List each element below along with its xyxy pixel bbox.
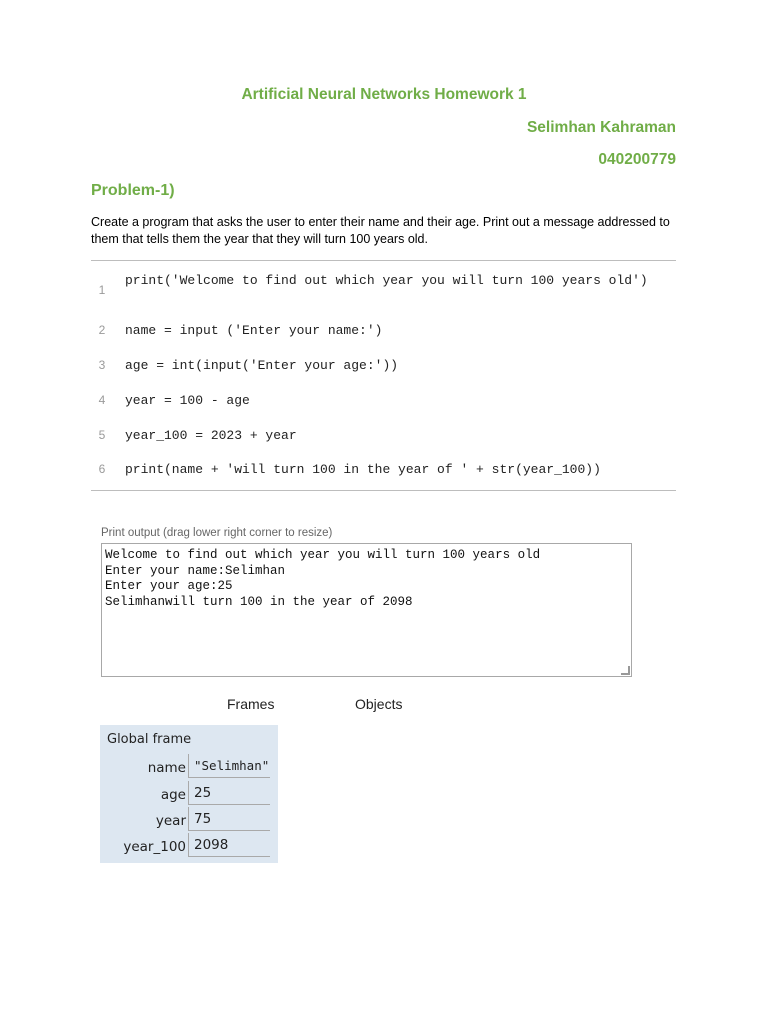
variable-value: "Selimhan": [188, 754, 270, 778]
variable-value: 75: [188, 807, 270, 831]
line-number: 1: [98, 283, 106, 297]
line-number: 2: [98, 323, 106, 337]
variable-row: [100, 807, 278, 833]
print-output-box[interactable]: [101, 543, 632, 677]
variable-name: year: [155, 813, 186, 829]
code-text: print(name + 'will turn 100 in the year of ' + str(year_100)): [125, 462, 601, 477]
code-text: year_100 = 2023 + year: [125, 428, 297, 443]
variable-row: [100, 754, 278, 780]
print-output-label: Print output (drag lower right corner to resize): [101, 527, 333, 539]
code-text: name = input ('Enter your name:'): [125, 323, 383, 338]
objects-header: Objects: [355, 696, 403, 712]
problem-heading: Problem-1): [91, 182, 175, 199]
line-number: 4: [98, 393, 106, 407]
resize-handle-icon[interactable]: [621, 666, 630, 675]
frames-header: Frames: [227, 696, 275, 712]
problem-description: Create a program that asks the user to enter their name and their age. Print out a message addressed to them that tells them the year that they will turn 100 years old.: [91, 215, 670, 246]
frame-title: Global frame: [107, 732, 192, 747]
line-number: 5: [98, 428, 106, 442]
variable-row: [100, 781, 278, 807]
variable-name: age: [160, 787, 186, 803]
student-number: 040200779: [598, 151, 676, 168]
code-text: year = 100 - age: [125, 393, 250, 408]
code-text: age = int(input('Enter your age:')): [125, 358, 399, 373]
code-text: print('Welcome to find out which year you will turn 100 years old'): [125, 273, 648, 288]
variable-name: year_100: [123, 839, 186, 855]
author-name: Selimhan Kahraman: [526, 119, 676, 136]
line-number: 3: [98, 358, 106, 372]
print-output-text: Welcome to find out which year you will turn 100 years old Enter your name:Selimhan Enter your age:25 Selimhanwill turn 100 in the year of 2098: [105, 548, 541, 609]
document-title: Artificial Neural Networks Homework 1: [241, 86, 527, 103]
variable-row: [100, 833, 278, 859]
variable-name: name: [147, 760, 186, 776]
variable-value: 2098: [188, 833, 270, 857]
global-frame: [100, 725, 278, 863]
line-number: 6: [98, 462, 106, 476]
variable-value: 25: [188, 781, 270, 805]
code-listing: [91, 260, 676, 491]
